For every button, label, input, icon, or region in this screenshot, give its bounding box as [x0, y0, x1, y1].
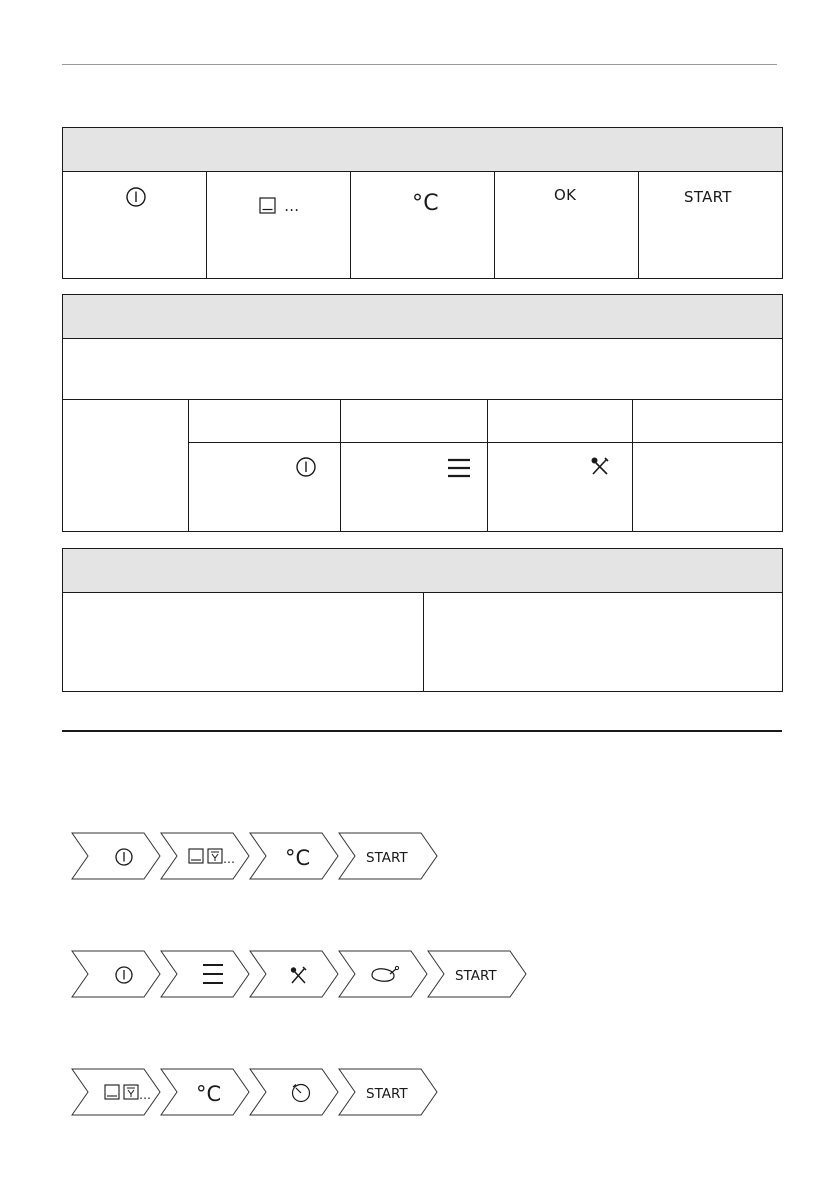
oven-function-icon	[259, 197, 276, 214]
power-icon	[125, 186, 147, 208]
temperature-icon: °C	[285, 846, 311, 870]
ellipsis: …	[284, 196, 300, 215]
section-rule	[62, 730, 782, 732]
flow-sequence-2	[72, 950, 532, 1000]
start-label: START	[684, 188, 732, 206]
flow-step	[250, 1069, 338, 1115]
flow-step	[339, 951, 427, 997]
ok-label: OK	[554, 186, 577, 204]
temperature-icon: °C	[196, 1082, 222, 1106]
table-menu	[62, 294, 783, 532]
power-icon	[295, 456, 317, 478]
start-label: START	[366, 850, 408, 866]
cutlery-icon	[590, 456, 610, 476]
start-label: START	[366, 1086, 408, 1102]
table-controls	[62, 127, 783, 279]
table-notes	[62, 548, 783, 692]
flow-step	[161, 833, 249, 879]
menu-icon	[447, 458, 471, 478]
table-notes-header	[63, 549, 782, 593]
flow-sequence-1	[72, 832, 442, 882]
ellipsis: …	[223, 852, 235, 866]
flow-step	[250, 951, 338, 997]
table-menu-header	[63, 295, 782, 339]
flow-sequence-3	[72, 1068, 442, 1118]
ellipsis: …	[139, 1088, 151, 1102]
table-controls-header	[63, 128, 782, 172]
temperature-icon: °C	[412, 191, 439, 216]
start-label: START	[455, 968, 497, 984]
top-rule	[62, 64, 777, 65]
oven-function-group	[259, 195, 299, 213]
